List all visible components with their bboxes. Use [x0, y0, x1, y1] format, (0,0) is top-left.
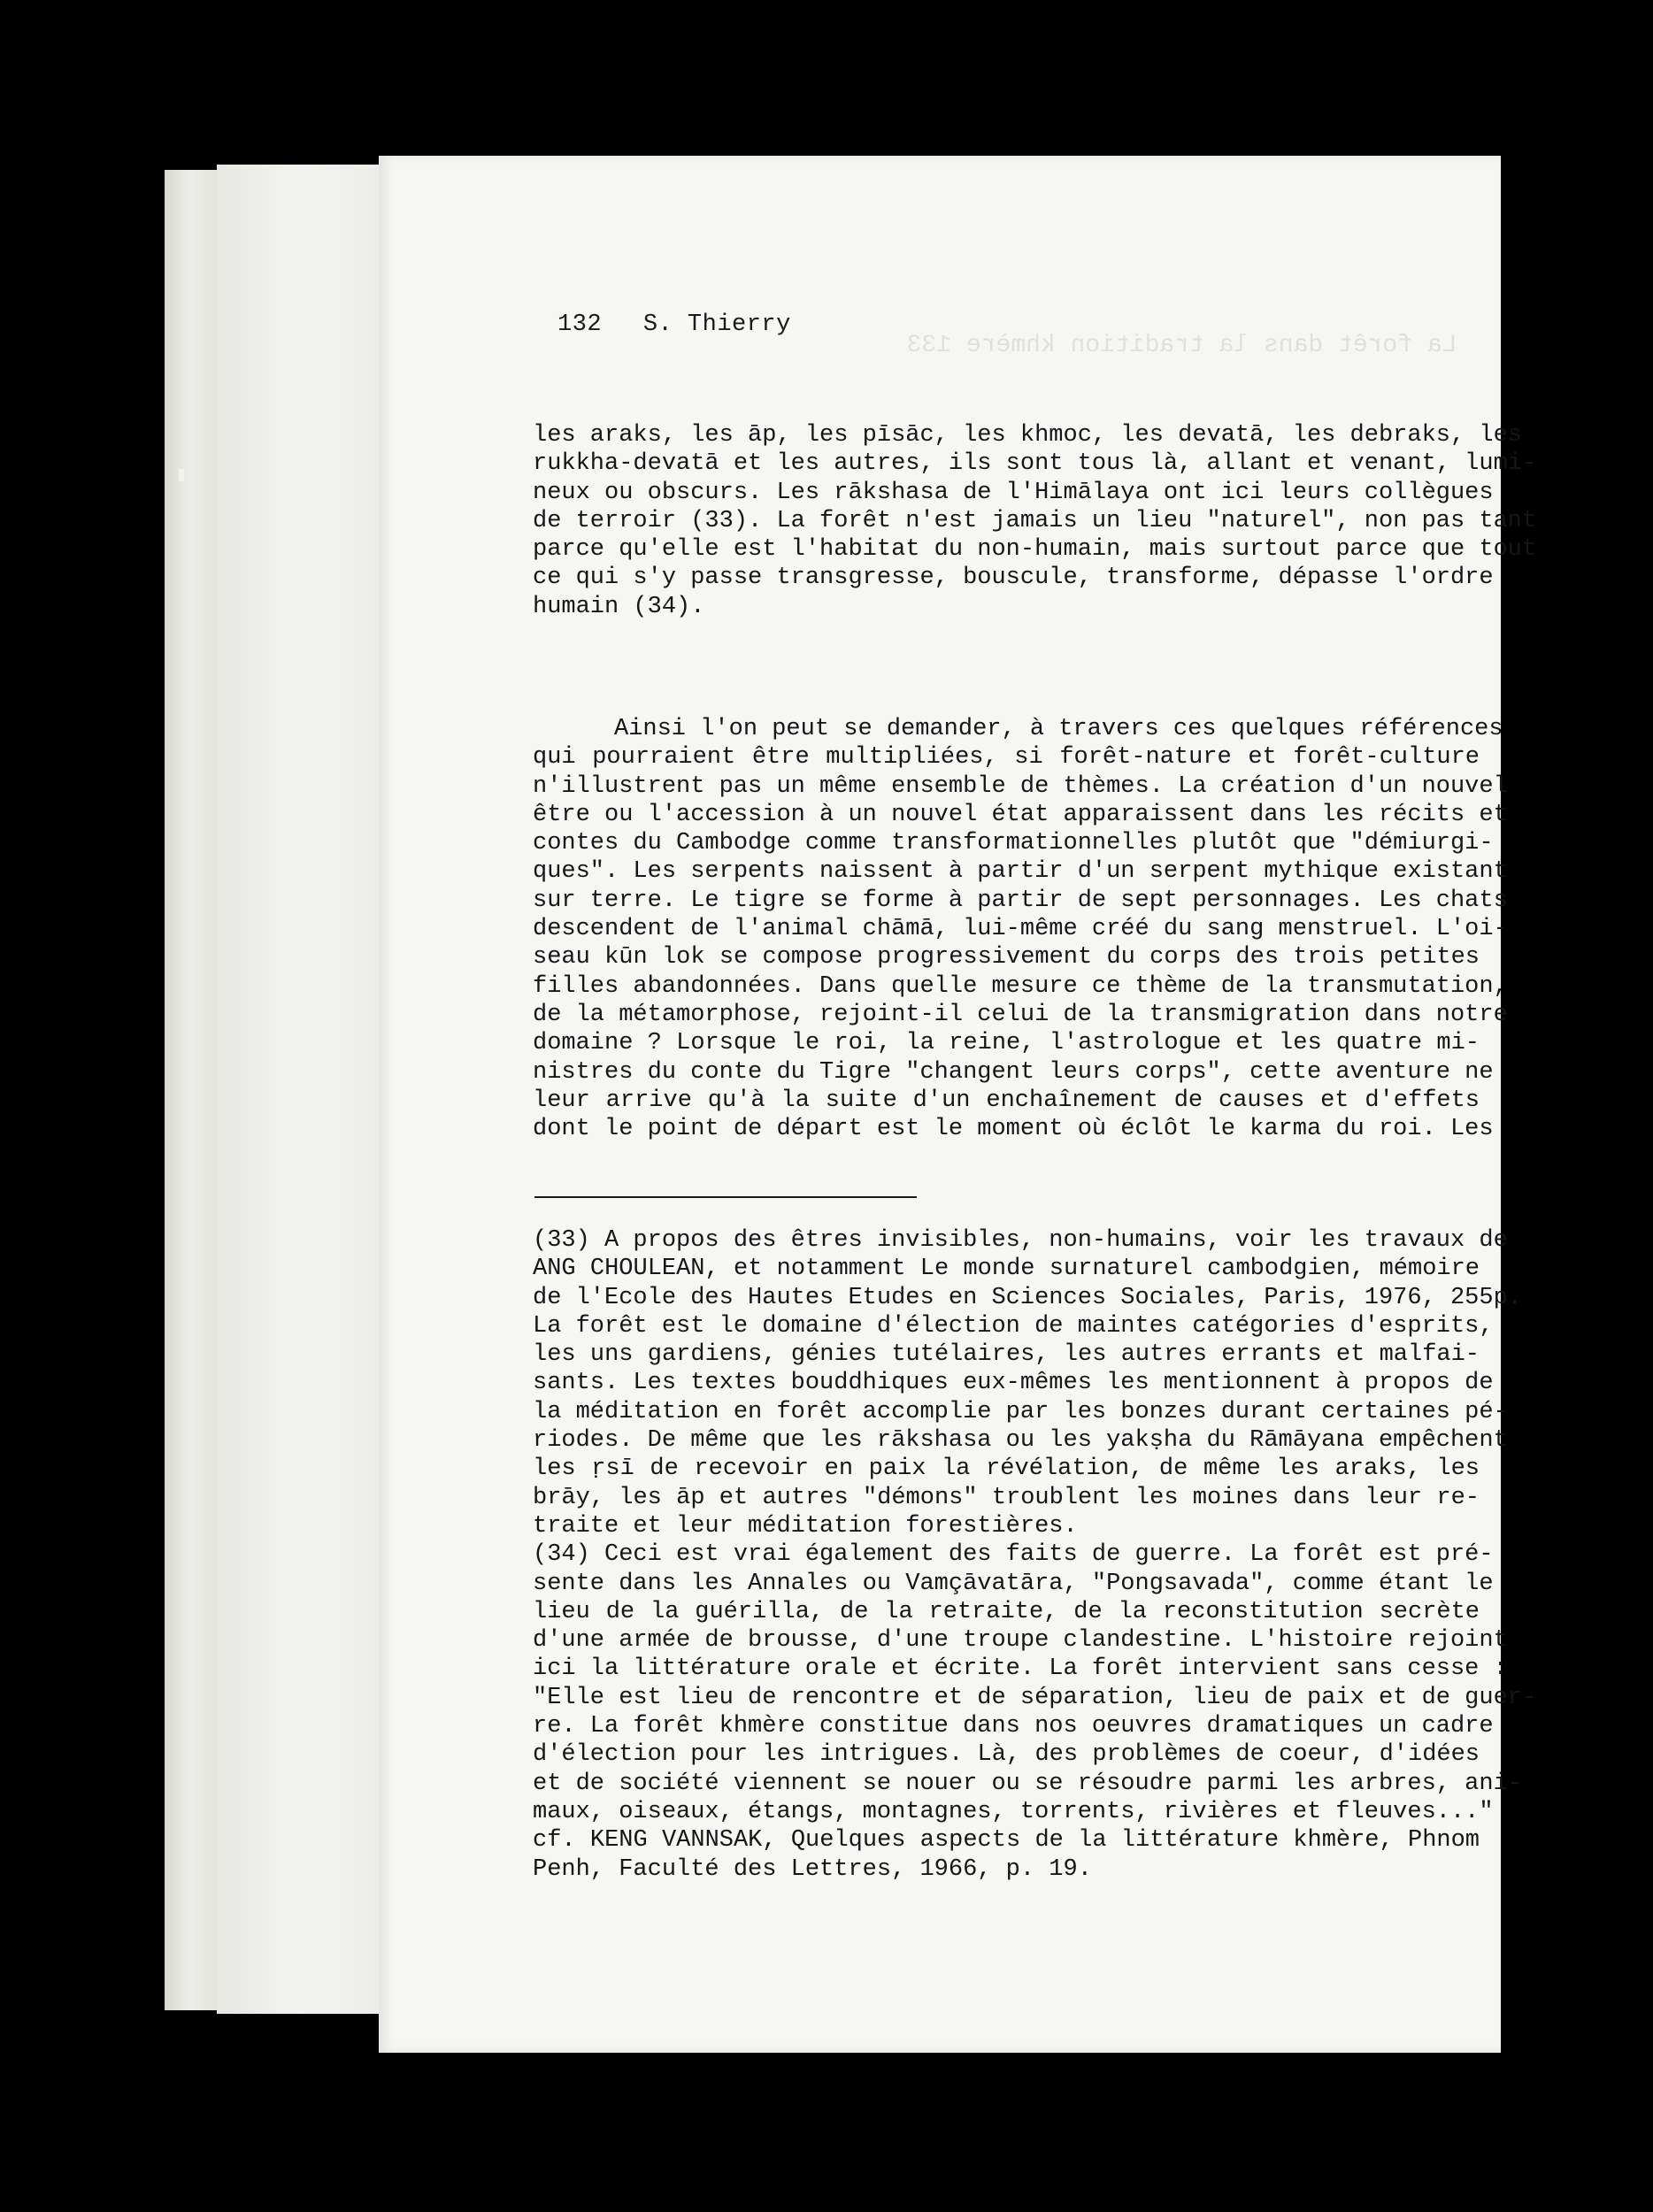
text-line: ques". Les serpents naissent à partir d'un serpent mythique existant: [533, 858, 1508, 886]
text-line: les araks, les āp, les pīsāc, les khmoc, les devatā, les debraks, les: [533, 422, 1522, 449]
text-line: sur terre. Le tigre se forme à partir de sept personnages. Les chats: [533, 887, 1508, 914]
page-number: 132: [557, 311, 603, 338]
text-line: leur arrive qu'à la suite d'un enchaînement de causes et d'effets: [533, 1087, 1480, 1114]
text-line: de terroir (33). La forêt n'est jamais un lieu "naturel", non pas tant: [533, 507, 1537, 534]
text-line: neux ou obscurs. Les rākshasa de l'Himālaya ont ici leurs collègues: [533, 479, 1494, 506]
text-line: de la métamorphose, rejoint-il celui de la transmigration dans notre: [533, 1001, 1508, 1028]
footnote-line: traite et leur méditation forestières.: [533, 1512, 1078, 1540]
page-edge-mark: [179, 469, 184, 481]
author-name: S. Thierry: [642, 311, 791, 338]
text-line: qui pourraient être multipliées, si forêt-nature et forêt-culture: [533, 744, 1480, 772]
text-line: domaine ? Lorsque le roi, la reine, l'astrologue et les quatre mi-: [533, 1030, 1480, 1057]
text-line: parce qu'elle est l'habitat du non-humain, mais surtout parce que tout: [533, 536, 1537, 564]
text-line: Ainsi l'on peut se demander, à travers ces quelques références: [614, 716, 1503, 742]
footnote-line: La forêt est le domaine d'élection de maintes catégories d'esprits,: [533, 1312, 1494, 1340]
footnote-line: (33) A propos des êtres invisibles, non-humains, voir les travaux de: [533, 1227, 1508, 1254]
footnote-line: lieu de la guérilla, de la retraite, de la reconstitution secrète: [533, 1598, 1480, 1625]
text-line: humain (34).: [533, 593, 705, 620]
text-line: nistres du conte du Tigre "changent leurs corps", cette aventure ne: [533, 1058, 1494, 1086]
footnote-line: "Elle est lieu de rencontre et de séparation, lieu de paix et de guer-: [533, 1684, 1537, 1711]
footnote-line: riodes. De même que les rākshasa ou les yakṣha du Rāmāyana empêchent: [533, 1427, 1508, 1455]
book-page-stack: [217, 165, 381, 2014]
footnote-line: la méditation en forêt accomplie par les bonzes durant certaines pé-: [533, 1398, 1508, 1425]
footnotes: [533, 1226, 1537, 1884]
footnote-line: les uns gardiens, génies tutélaires, les autres errants et malfai-: [533, 1341, 1480, 1369]
footnote-line: cf. KENG VANNSAK, Quelques aspects de la littérature khmère, Phnom: [533, 1827, 1480, 1855]
footnote-line: ici la littérature orale et écrite. La forêt intervient sans cesse :: [533, 1655, 1508, 1683]
text-line: dont le point de départ est le moment où éclôt le karma du roi. Les: [533, 1116, 1494, 1143]
footnote-line: Penh, Faculté des Lettres, 1966, p. 19.: [533, 1855, 1092, 1883]
running-header: [557, 311, 791, 338]
footnote-line: d'une armée de brousse, d'une troupe clandestine. L'histoire rejoint: [533, 1627, 1508, 1655]
text-line: contes du Cambodge comme transformationnelles plutôt que "démiurgi-: [533, 830, 1494, 857]
footnote-line: re. La forêt khmère constitue dans nos oeuvres dramatiques un cadre: [533, 1713, 1494, 1740]
footnote-line: de l'Ecole des Hautes Etudes en Sciences Sociales, Paris, 1976, 255p.: [533, 1284, 1522, 1311]
paragraph-1: [533, 421, 1537, 621]
footnote-line: brāy, les āp et autres "démons" troublent les moines dans leur re-: [533, 1484, 1480, 1511]
text-line: n'illustrent pas un même ensemble de thèmes. La création d'un nouvel: [533, 772, 1508, 800]
footnote-line: et de société viennent se nouer ou se résoudre parmi les arbres, ani-: [533, 1770, 1522, 1797]
footnote-line: sente dans les Annales ou Vamçāvatāra, "Pongsavada", comme étant le: [533, 1570, 1494, 1597]
footnote-line: (34) Ceci est vrai également des faits de guerre. La forêt est pré-: [533, 1541, 1494, 1569]
paragraph-2: [533, 715, 1508, 1143]
text-line: ce qui s'y passe transgresse, bouscule, transforme, dépasse l'ordre: [533, 565, 1494, 592]
text-line: être ou l'accession à un nouvel état apparaissent dans les récits et: [533, 801, 1508, 828]
text-line: descendent de l'animal chāmā, lui-même créé du sang menstruel. L'oi-: [533, 916, 1508, 943]
bleed-through-text: La forêt dans la tradition khmère 133: [906, 332, 1457, 359]
text-line: seau kūn lok se compose progressivement du corps des trois petites: [533, 944, 1480, 972]
footnote-line: maux, oiseaux, étangs, montagnes, torrents, rivières et fleuves...": [533, 1798, 1494, 1825]
text-line: rukkha-devatā et les autres, ils sont tous là, allant et venant, lumi-: [533, 450, 1537, 478]
footnote-line: les ṛsī de recevoir en paix la révélation, de même les araks, les: [533, 1455, 1480, 1483]
footnote-rule: [534, 1196, 917, 1198]
footnote-line: ANG CHOULEAN, et notamment Le monde surnaturel cambodgien, mémoire: [533, 1256, 1480, 1283]
text-line: filles abandonnées. Dans quelle mesure ce thème de la transmutation,: [533, 972, 1508, 1000]
footnote-line: d'élection pour les intrigues. Là, des problèmes de coeur, d'idées: [533, 1741, 1480, 1769]
footnote-line: sants. Les textes bouddhiques eux-mêmes les mentionnent à propos de: [533, 1370, 1494, 1397]
